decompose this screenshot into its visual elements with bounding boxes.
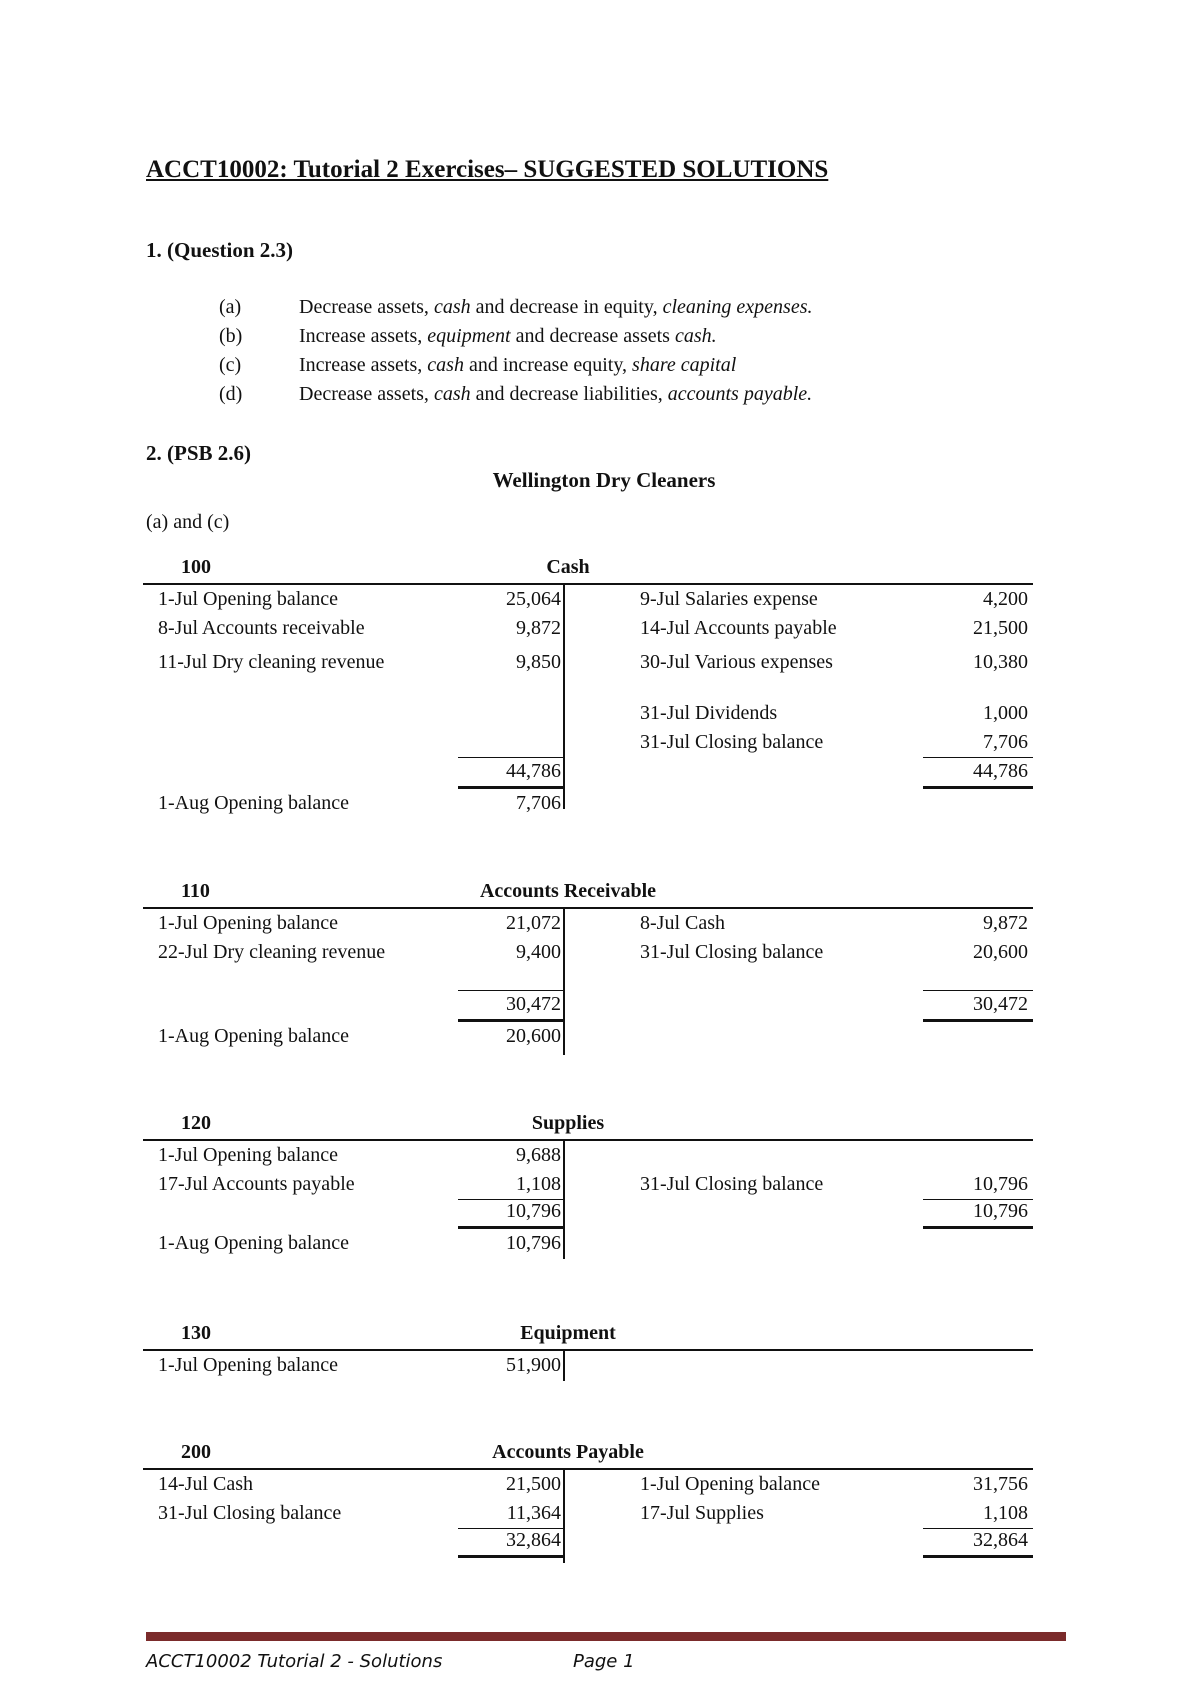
t-account-accounts-receivable [143, 880, 1033, 1060]
t-account-supplies [143, 1112, 1033, 1272]
account-number: 110 [181, 880, 210, 902]
total-amount: 32,864 [506, 1529, 561, 1551]
entry-amount: 51,900 [506, 1354, 561, 1376]
entry-amount: 9,688 [516, 1144, 561, 1166]
account-name: Equipment [520, 1322, 616, 1344]
footer-page-number: Page 1 [573, 1651, 635, 1672]
entry-amount: 10,380 [973, 651, 1028, 673]
entry-desc: 31-Jul Closing balance [640, 1173, 824, 1195]
entry-amount: 20,600 [973, 941, 1028, 963]
item-label: (a) [219, 296, 242, 318]
opening-amount: 7,706 [516, 792, 561, 814]
entry-amount: 9,400 [516, 941, 561, 963]
entry-amount: 21,500 [506, 1473, 561, 1495]
entry-desc: 1-Jul Opening balance [158, 912, 338, 934]
entry-amount: 21,072 [506, 912, 561, 934]
total-amount: 44,786 [973, 760, 1028, 782]
total-amount: 44,786 [506, 760, 561, 782]
entry-amount: 4,200 [983, 588, 1028, 610]
opening-amount: 10,796 [506, 1232, 561, 1254]
account-name: Accounts Payable [492, 1441, 644, 1463]
account-number: 120 [181, 1112, 211, 1134]
t-account-equipment [143, 1322, 1033, 1392]
entry-desc: 22-Jul Dry cleaning revenue [158, 941, 386, 963]
entry-desc: 31-Jul Closing balance [158, 1502, 342, 1524]
opening-desc: 1-Aug Opening balance [158, 1025, 350, 1047]
item-label: (b) [219, 325, 243, 347]
total-amount: 10,796 [973, 1200, 1028, 1222]
entry-desc: 31-Jul Closing balance [640, 731, 824, 753]
account-number: 130 [181, 1322, 211, 1344]
entry-desc: 1-Jul Opening balance [158, 588, 338, 610]
entry-amount: 9,850 [516, 651, 561, 673]
entry-amount: 21,500 [973, 617, 1028, 639]
q1-item-c: (c) Increase assets, cash and increase equity, share capital [219, 354, 737, 376]
entry-desc: 11-Jul Dry cleaning revenue [158, 651, 385, 673]
opening-desc: 1-Aug Opening balance [158, 1232, 350, 1254]
t-account-accounts-payable [143, 1441, 1033, 1571]
entry-desc: 8-Jul Accounts receivable [158, 617, 365, 639]
entry-desc: 14-Jul Accounts payable [640, 617, 837, 639]
entry-amount: 11,364 [506, 1502, 561, 1524]
entry-desc: 14-Jul Cash [158, 1473, 253, 1495]
question-1-heading: 1. (Question 2.3) [146, 238, 293, 262]
entry-amount: 1,000 [983, 702, 1028, 724]
opening-desc: 1-Aug Opening balance [158, 792, 350, 814]
entry-desc: 1-Jul Opening balance [640, 1473, 820, 1495]
opening-amount: 20,600 [506, 1025, 561, 1047]
page-title: ACCT10002: Tutorial 2 Exercises– SUGGESTED SOLUTIONS [146, 156, 829, 183]
entry-amount: 9,872 [516, 617, 561, 639]
q1-item-b: (b) Increase assets, equipment and decrease assets cash. [219, 325, 717, 347]
account-number: 100 [181, 556, 211, 578]
entry-desc: 30-Jul Various expenses [640, 651, 833, 673]
total-amount: 10,796 [506, 1200, 561, 1222]
t-account-cash [143, 556, 1033, 826]
q1-item-a: (a) Decrease assets, cash and decrease in equity, cleaning expenses. [219, 296, 813, 318]
q1-item-d: (d) Decrease assets, cash and decrease liabilities, accounts payable. [219, 383, 813, 405]
total-amount: 30,472 [973, 993, 1028, 1015]
item-label: (d) [219, 383, 243, 405]
company-name: Wellington Dry Cleaners [492, 468, 716, 492]
account-name: Cash [546, 556, 590, 578]
footer-course: ACCT10002 Tutorial 2 - Solutions [146, 1651, 443, 1672]
entry-amount: 10,796 [973, 1173, 1028, 1195]
entry-desc: 8-Jul Cash [640, 912, 725, 934]
part-subheading: (a) and (c) [146, 511, 230, 533]
entry-desc: 1-Jul Opening balance [158, 1144, 338, 1166]
entry-desc: 17-Jul Supplies [640, 1502, 764, 1524]
account-name: Supplies [531, 1112, 605, 1134]
account-number: 200 [181, 1441, 211, 1463]
entry-amount: 1,108 [516, 1173, 561, 1195]
entry-desc: 31-Jul Dividends [640, 702, 778, 724]
entry-desc: 1-Jul Opening balance [158, 1354, 338, 1376]
entry-desc: 17-Jul Accounts payable [158, 1173, 355, 1195]
footer-accent-bar [146, 1632, 1066, 1641]
question-2-heading: 2. (PSB 2.6) [146, 441, 251, 465]
entry-amount: 25,064 [506, 588, 561, 610]
item-label: (c) [219, 354, 242, 376]
entry-amount: 1,108 [983, 1502, 1028, 1524]
account-name: Accounts Receivable [479, 880, 657, 902]
entry-amount: 31,756 [973, 1473, 1028, 1495]
entry-desc: 31-Jul Closing balance [640, 941, 824, 963]
entry-desc: 9-Jul Salaries expense [640, 588, 818, 610]
total-amount: 30,472 [506, 993, 561, 1015]
entry-amount: 7,706 [983, 731, 1028, 753]
entry-amount: 9,872 [983, 912, 1028, 934]
total-amount: 32,864 [973, 1529, 1028, 1551]
